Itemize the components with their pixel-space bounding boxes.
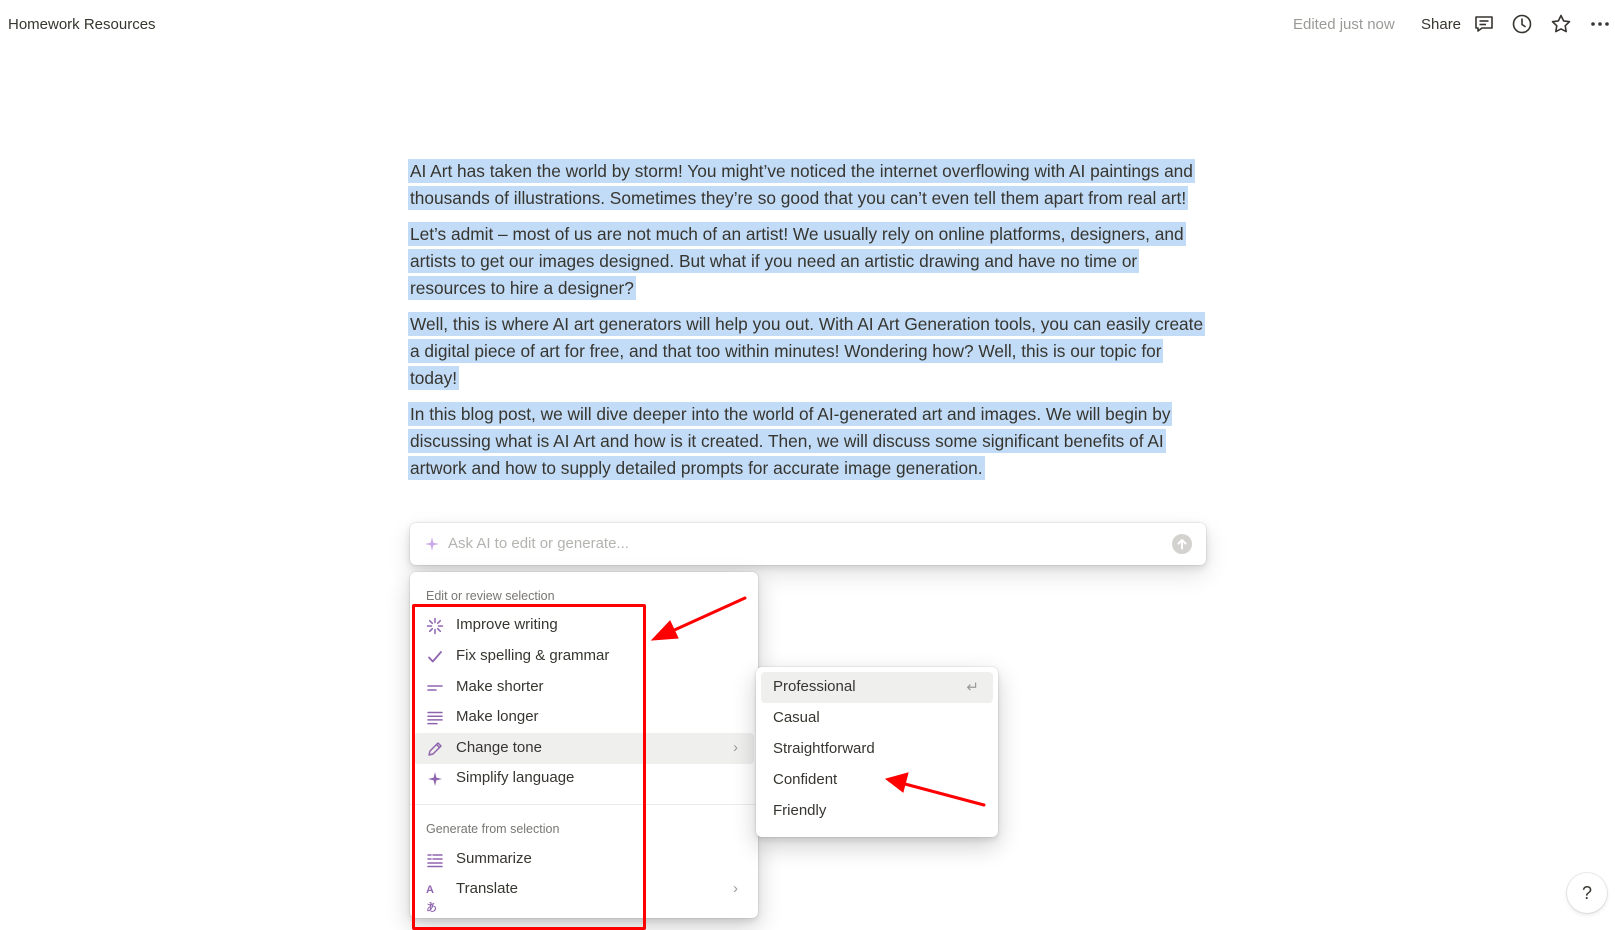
paragraph[interactable] bbox=[408, 401, 1208, 482]
paragraph[interactable] bbox=[408, 158, 1208, 212]
menu-item-label: Translate bbox=[456, 880, 518, 897]
menu-item-label: Fix spelling & grammar bbox=[456, 647, 610, 664]
menu-item-label: Make shorter bbox=[456, 678, 544, 695]
chevron-right-icon: › bbox=[733, 880, 738, 897]
menu-item-label: Summarize bbox=[456, 850, 532, 867]
tone-option-label: Professional bbox=[773, 678, 856, 695]
comment-icon[interactable] bbox=[1472, 12, 1496, 36]
translate-icon-glyph: Aあ bbox=[426, 884, 437, 914]
more-icon[interactable] bbox=[1588, 12, 1612, 36]
selected-text: Well, this is where AI art generators will help you out. With AI Art Generation tools, you can easily create a digital piece of art for free, and that too within minutes! Wondering how? Well, this is our topic for today! bbox=[410, 314, 1204, 388]
paragraph[interactable] bbox=[408, 311, 1208, 392]
ai-prompt-input[interactable]: Ask AI to edit or generate... bbox=[448, 535, 629, 552]
selected-text: In this blog post, we will dive deeper into the world of AI-generated art and images. We will begin by discussing what is AI Art and how is it created. Then, we will discuss some significant benefits of AI artwork and how to supply detailed prompts for accurate image generation. bbox=[410, 404, 1171, 478]
tone-option-label: Friendly bbox=[773, 802, 827, 819]
tone-option-label: Straightforward bbox=[773, 740, 875, 757]
tone-option-label: Confident bbox=[773, 771, 838, 788]
tone-option-casual[interactable] bbox=[761, 703, 993, 734]
tone-option-friendly[interactable] bbox=[761, 796, 993, 827]
paragraph[interactable] bbox=[408, 221, 1208, 302]
ai-prompt-bar[interactable] bbox=[410, 523, 1206, 565]
share-button[interactable]: Share bbox=[1421, 16, 1462, 33]
tone-option-straightforward[interactable] bbox=[761, 734, 993, 765]
menu-item-label: Improve writing bbox=[456, 616, 558, 633]
menu-item-label: Make longer bbox=[456, 708, 539, 725]
menu-item-label: Simplify language bbox=[456, 769, 575, 786]
selected-text: AI Art has taken the world by storm! You might’ve noticed the internet overflowing with AI paintings and thousands of illustrations. Sometimes they’re so good that you can’t even tell them apart from real art! bbox=[410, 161, 1193, 208]
sparkle-icon bbox=[424, 536, 440, 552]
tone-submenu bbox=[756, 667, 998, 837]
star-icon[interactable] bbox=[1549, 12, 1573, 36]
page-title[interactable]: Homework Resources bbox=[8, 16, 156, 33]
selected-text: Let’s admit – most of us are not much of an artist! We usually rely on online platforms, designers, and artists to get our images designed. But what if you need an artistic drawing and have no time or resources to hire a designer? bbox=[410, 224, 1184, 298]
annotation-highlight-box bbox=[412, 604, 646, 930]
send-icon[interactable] bbox=[1172, 534, 1192, 554]
chevron-right-icon: › bbox=[733, 739, 738, 756]
tone-option-professional[interactable] bbox=[761, 672, 993, 703]
edited-status: Edited just now bbox=[1293, 16, 1395, 33]
history-icon[interactable] bbox=[1510, 12, 1534, 36]
page-content bbox=[408, 158, 1208, 491]
tone-option-label: Casual bbox=[773, 709, 820, 726]
menu-section-header: Generate from selection bbox=[426, 822, 560, 836]
menu-section-header: Edit or review selection bbox=[426, 589, 555, 603]
help-button[interactable]: ? bbox=[1567, 873, 1607, 913]
tone-option-confident[interactable] bbox=[761, 765, 993, 796]
menu-item-label: Change tone bbox=[456, 739, 542, 756]
topbar bbox=[0, 0, 1615, 48]
enter-icon: ↵ bbox=[966, 679, 979, 696]
